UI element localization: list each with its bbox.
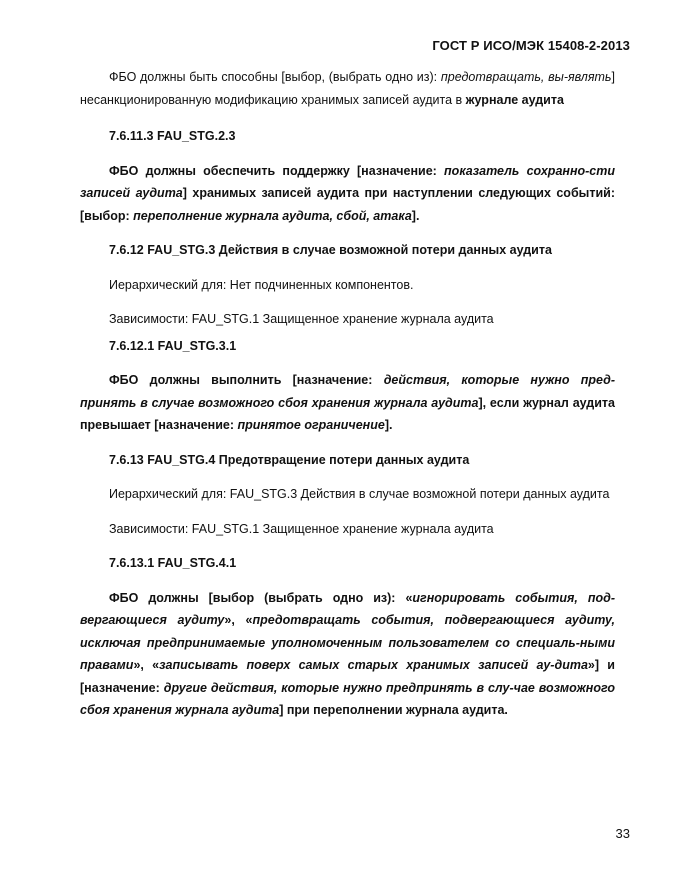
text-run-italic: показатель сохранно-сти записей аудита	[80, 163, 615, 200]
document-header: ГОСТ Р ИСО/МЭК 15408-2-2013	[432, 38, 630, 53]
text-run-italic: предотвращать, вы-являть	[440, 70, 612, 84]
text-run-italic: другие действия, которые нужно предпринять в слу-чае возможного сбоя хранения журнала аудита	[80, 680, 615, 717]
dependencies-7-6-13: Зависимости: FAU_STG.1 Защищенное хранение журнала аудита	[109, 521, 494, 536]
paragraph-fau-stg-4-1	[80, 587, 615, 722]
text-run: », «	[133, 658, 160, 672]
text-run-italic: игнорировать события, под-вергающиеся аудиту	[80, 590, 615, 627]
page-content	[80, 66, 615, 722]
dependencies-7-6-12: Зависимости: FAU_STG.1 Защищенное хранение журнала аудита	[109, 312, 494, 326]
text-run: »] и [назначение:	[80, 658, 615, 695]
text-run-italic: записывать поверх самых старых хранимых записей ау-дита	[159, 658, 588, 672]
text-run: ФБО должны быть способны [выбор, (выбрать одно из):	[109, 70, 441, 84]
heading-7-6-12: 7.6.12 FAU_STG.3 Действия в случае возможной потери данных аудита	[109, 243, 552, 257]
paragraph-fau-stg-2-3	[80, 160, 615, 228]
hierarchy-7-6-13: Иерархический для: FAU_STG.3 Действия в случае возможной потери данных аудита	[109, 487, 610, 501]
text-run: ФБО должны выполнить [назначение:	[109, 373, 384, 387]
hierarchy-7-6-12: Иерархический для: Нет подчиненных компонентов.	[109, 277, 414, 292]
text-run: ] при переполнении журнала аудита.	[279, 703, 508, 717]
text-run: ] несанкционированную модификацию хранимых записей аудита в	[80, 70, 615, 107]
text-run-italic: предотвращать события, подвергающиеся аудиту, исключая предпринимаемые уполномоченным пользователем со специаль-ными правами	[80, 613, 615, 672]
text-run: », «	[224, 613, 253, 627]
heading-7-6-11-3: 7.6.11.3 FAU_STG.2.3	[109, 129, 236, 143]
paragraph-fau-stg-2-2	[80, 66, 615, 111]
heading-7-6-13: 7.6.13 FAU_STG.4 Предотвращение потери данных аудита	[109, 452, 470, 467]
heading-7-6-13-1: 7.6.13.1 FAU_STG.4.1	[109, 556, 237, 570]
text-run: ФБО должны [выбор (выбрать одно из): «	[109, 590, 413, 605]
text-run-italic: принятое ограничение	[237, 418, 385, 432]
text-run: ].	[384, 418, 393, 432]
text-run: ФБО должны обеспечить поддержку [назначение:	[109, 163, 445, 178]
text-run: ].	[411, 208, 420, 223]
text-run: ] хранимых записей аудита при наступлении следующих событий: [выбор:	[80, 186, 615, 223]
paragraph-fau-stg-3-1	[80, 369, 615, 437]
text-run-italic: переполнение журнала аудита, сбой, атака	[133, 208, 412, 223]
text-run-italic: действия, которые нужно пред-принять в случае возможного сбоя хранения журнала аудита	[80, 373, 615, 410]
heading-7-6-12-1: 7.6.12.1 FAU_STG.3.1	[109, 338, 237, 353]
text-run: ], если журнал аудита превышает [назначение:	[80, 395, 615, 432]
page-number: 33	[615, 826, 630, 841]
text-run-bold: журнале аудита	[465, 92, 564, 107]
